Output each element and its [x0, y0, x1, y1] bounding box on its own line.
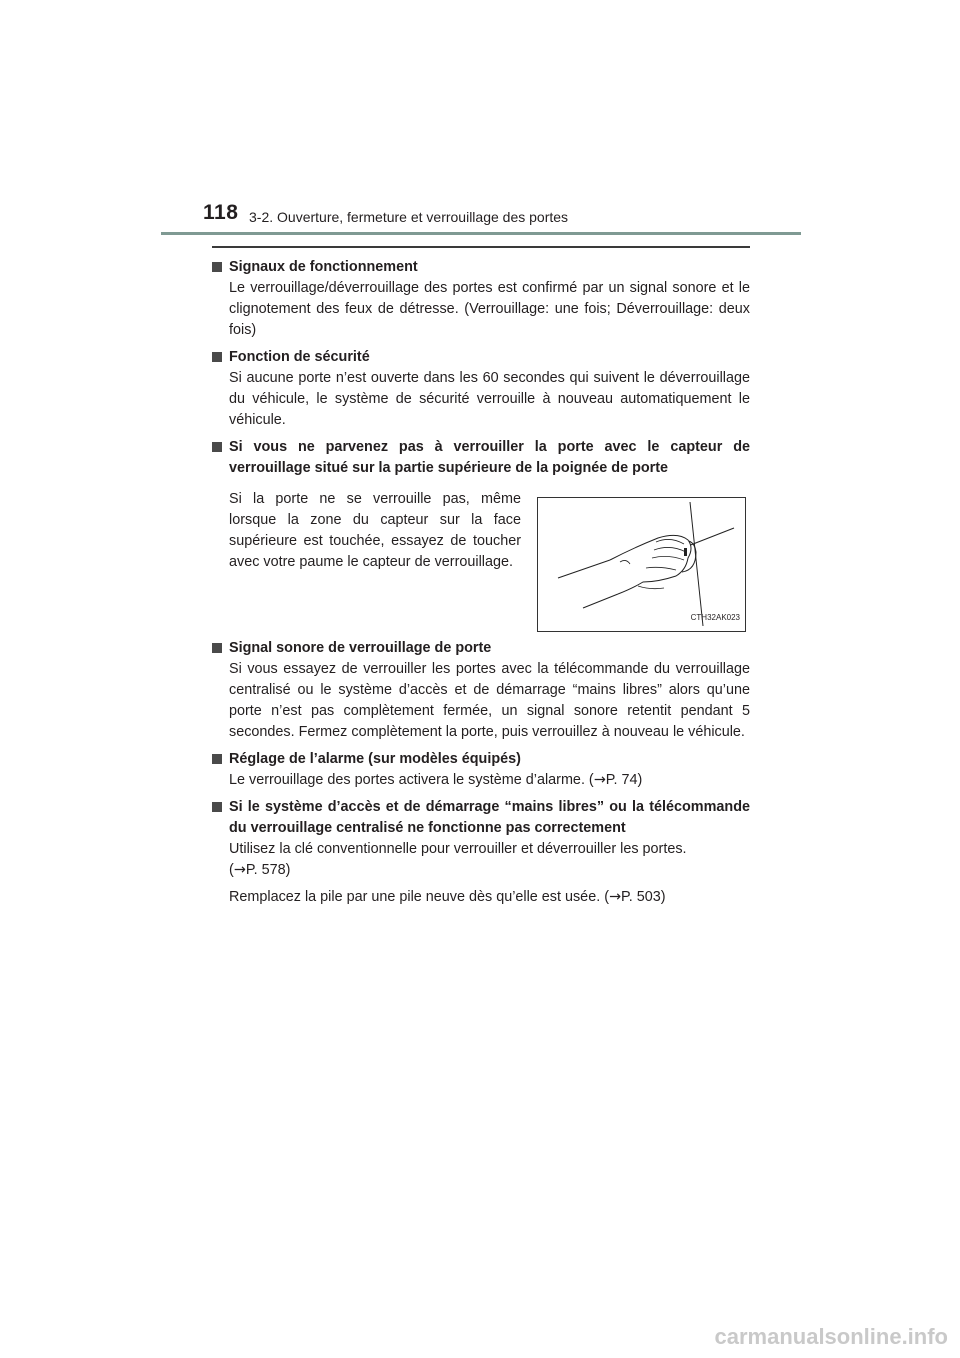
item-paragraph: [229, 887, 750, 908]
item-paragraph: [229, 770, 750, 791]
watermark: carmanualsonline.info: [714, 1324, 948, 1349]
item-title: [212, 638, 750, 659]
hand-touching-door-handle-illustration: [537, 497, 746, 632]
item-title-text: Si vous ne parvenez pas à verrouiller la porte avec le capteur de verrouillage situé sur la partie supérieure de la poignée de porte: [229, 439, 750, 476]
square-bullet-icon: [212, 643, 222, 653]
item-body: [212, 659, 750, 743]
item-title-text: Signaux de fonctionnement: [229, 259, 418, 275]
item-paragraph: Si vous essayez de verrouiller les portes avec la télécommande du verrouillage centralisé ou le système d’accès et de démarrage “mains libres” alors qu’une porte n’est pas complètement fermée, un signal sonore retentit pendant 5 secondes. Fermez complètement la porte, puis verrouillez à nouveau le véhicule.: [229, 661, 750, 740]
figure-description: Si la porte ne se verrouille pas, même lorsque la zone du capteur sur la face supérieure est touchée, essayez de toucher avec votre paume le capteur de verrouillage.: [229, 491, 521, 570]
square-bullet-icon: [212, 802, 222, 812]
item-body: [212, 278, 750, 341]
square-bullet-icon: [212, 442, 222, 452]
page-number: 118: [203, 201, 239, 224]
item-title: [212, 347, 750, 368]
arrow-right-icon: →: [608, 889, 622, 905]
item-title-text: Réglage de l’alarme (sur modèles équipés): [229, 751, 521, 767]
item-body: [212, 368, 750, 431]
paragraph-text: Utilisez la clé conventionnelle pour verrouiller et déverrouiller les portes.: [229, 841, 687, 857]
figure-row: [229, 481, 750, 632]
item-body: [212, 839, 750, 908]
item-keyless-malfunction: [212, 797, 750, 908]
item-title: [212, 797, 750, 839]
item-title-text: Signal sonore de verrouillage de porte: [229, 640, 492, 656]
item-security-function: [212, 347, 750, 431]
item-title-text: Fonction de sécurité: [229, 349, 370, 365]
item-paragraph: [229, 839, 750, 881]
square-bullet-icon: [212, 352, 222, 362]
page-reference-link[interactable]: P. 578): [245, 862, 291, 878]
item-paragraph: Si aucune porte n’est ouverte dans les 60 secondes qui suivent le déverrouillage du véhicule, le système de sécurité verrouille à nouveau automatiquement le véhicule.: [229, 370, 750, 428]
paragraph-text: (: [229, 862, 234, 878]
section-title: 3-2. Ouverture, fermeture et verrouillage des portes: [249, 209, 569, 225]
square-bullet-icon: [212, 262, 222, 272]
item-title: [212, 257, 750, 278]
arrow-right-icon: →: [233, 862, 246, 878]
section-divider: [212, 246, 750, 248]
item-door-lock-buzzer: [212, 638, 750, 743]
page-reference-link[interactable]: P. 503): [621, 889, 666, 905]
item-title: [212, 749, 750, 770]
header-rule: [161, 232, 801, 235]
arrow-right-icon: →: [593, 772, 606, 788]
figure-caption: CTH32AK023: [690, 613, 740, 622]
item-body: [212, 770, 750, 791]
item-operation-signals: [212, 257, 750, 341]
item-lock-sensor-failure: [212, 437, 750, 632]
paragraph-text: Le verrouillage des portes activera le système d’alarme. (: [229, 772, 594, 788]
item-title: [212, 437, 750, 479]
square-bullet-icon: [212, 754, 222, 764]
item-paragraph: Le verrouillage/déverrouillage des portes est confirmé par un signal sonore et le clignotement des feux de détresse. (Verrouillage: une fois; Déverrouillage: deux fois): [229, 280, 750, 338]
item-title-text: Si le système d’accès et de démarrage “mains libres” ou la télécommande du verrouillage centralisé ne fonctionne pas correctement: [229, 799, 750, 836]
page-reference-link[interactable]: P. 74): [605, 772, 643, 788]
page-header: [0, 0, 960, 240]
paragraph-text: Remplacez la pile par une pile neuve dès qu’elle est usée. (: [229, 889, 609, 905]
item-alarm-setting: [212, 749, 750, 791]
page-content: [212, 257, 750, 914]
item-body: [212, 481, 750, 632]
